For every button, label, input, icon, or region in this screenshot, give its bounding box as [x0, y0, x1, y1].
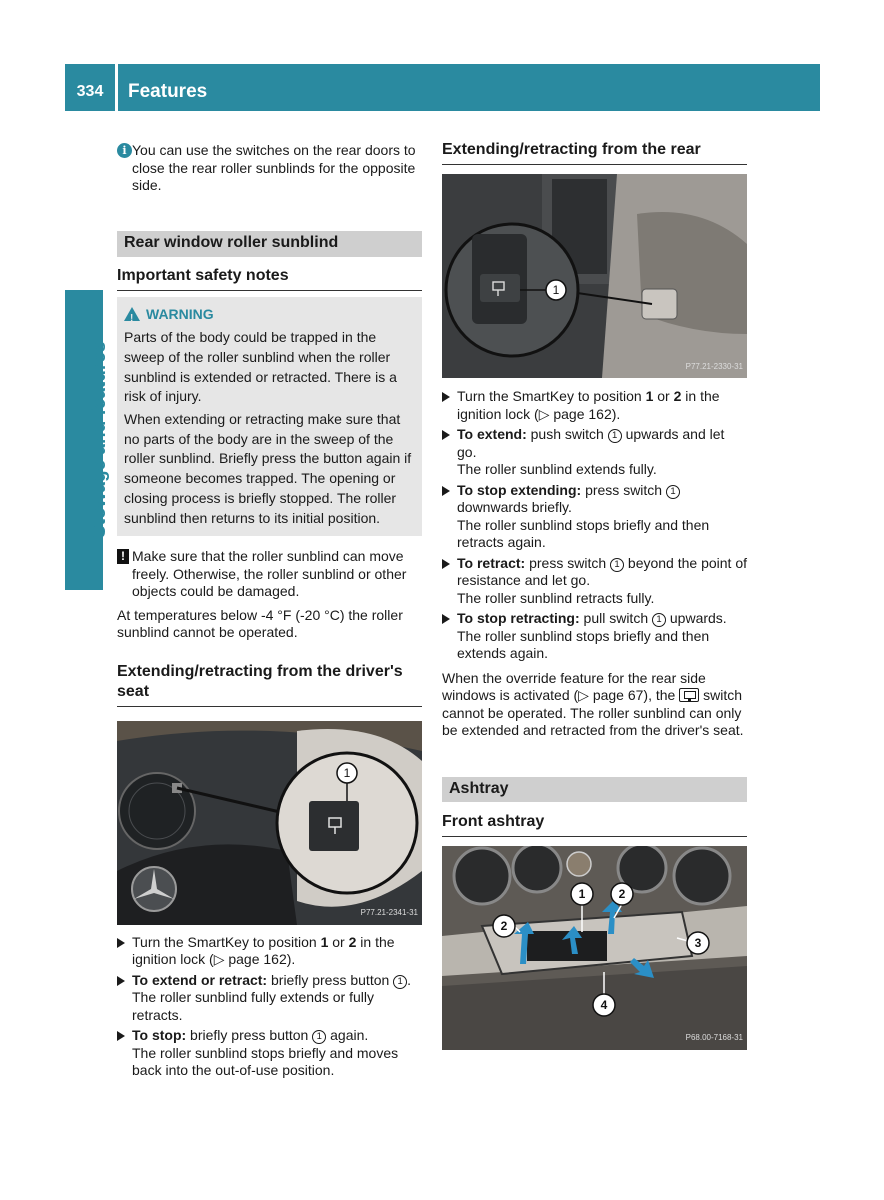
- warning-triangle-icon: [124, 307, 140, 321]
- info-note-text: You can use the switches on the rear doors to close the rear roller sunblinds for the opposite side.: [132, 142, 416, 193]
- step-text: briefly press button: [267, 971, 394, 988]
- front-ashtray-heading: Front ashtray: [442, 812, 747, 837]
- info-note: [117, 142, 422, 195]
- rear-steps: [442, 388, 747, 663]
- step-text: upwards.: [666, 610, 727, 626]
- step-text: or: [328, 933, 349, 950]
- driver-steps: [117, 934, 422, 1080]
- warning-para-2: When extending or retracting make sure that no parts of the body are in the sweep of the roller sunblind. Briefly press the button again if someone becomes trapped. The opening or closing process is briefly stopped. The roller sunblind then returns to its initial position.: [124, 411, 412, 526]
- step-text: briefly press button: [186, 1027, 313, 1044]
- step-result: The roller sunblind stops briefly and moves back into the out-of-use position.: [132, 1044, 399, 1079]
- step-bold: To extend:: [457, 426, 527, 442]
- step-arrow-icon: [117, 1031, 125, 1041]
- section-title-ashtray: Ashtray: [442, 777, 747, 802]
- step-text: upwards and let go.: [457, 426, 725, 460]
- warning-heading: [124, 305, 415, 325]
- ashtray-photo: [442, 846, 747, 1050]
- step-bold: To stop retracting:: [457, 610, 580, 626]
- step-text: press switch: [525, 554, 611, 571]
- svg-text:1: 1: [343, 765, 351, 780]
- step-result: The roller sunblind stops briefly and then retracts again.: [457, 516, 710, 550]
- step-text: beyond the point of resistance and let go.: [457, 554, 748, 588]
- temperature-note: At temperatures below -4 °F (-20 °C) the roller sunblind cannot be operated.: [117, 606, 403, 641]
- step-text: push switch: [526, 426, 608, 442]
- exclamation-icon: !: [117, 549, 129, 564]
- step-result: The roller sunblind stops briefly and then extends again.: [457, 627, 710, 661]
- step-text: or: [653, 388, 674, 404]
- override-text: When the override feature for the rear side windows is activated (▷ page 67), the: [442, 669, 706, 703]
- notice-note: [117, 548, 422, 601]
- warning-para-1: Parts of the body could be trapped in the sweep of the roller sunblind when the roller sunblind is extended or retracted. There is a risk of injury.: [124, 329, 397, 405]
- step-result: The roller sunblind fully extends or fully retracts.: [132, 989, 375, 1023]
- svg-text:1: 1: [552, 283, 560, 297]
- step-arrow-icon: [442, 614, 450, 624]
- step-text: Turn the SmartKey to position: [132, 933, 321, 950]
- step-arrow-icon: [442, 430, 450, 440]
- callout-1-icon: 1: [608, 429, 622, 443]
- step-arrow-icon: [442, 486, 450, 496]
- step-arrow-icon: [117, 976, 125, 986]
- step-text: downwards briefly.: [457, 499, 572, 515]
- center-console-illustration: [442, 846, 747, 1050]
- callout-1-icon: 1: [610, 558, 624, 572]
- list-item: [442, 388, 747, 423]
- right-column: [442, 140, 747, 1050]
- list-item: [442, 610, 747, 663]
- notice-text: Make sure that the roller sunblind can move freely. Otherwise, the roller sunblind or other objects could be damaged.: [132, 548, 407, 600]
- warning-title: WARNING: [146, 305, 214, 322]
- step-bold: 2: [673, 388, 682, 404]
- step-result: The roller sunblind extends fully.: [457, 461, 657, 477]
- photo-code: P68.00-7168-31: [685, 1033, 743, 1042]
- step-bold: 1: [645, 388, 654, 404]
- callout-2-label: 2: [618, 886, 626, 901]
- step-bold: To retract:: [457, 554, 526, 571]
- rear-switch-photo: [442, 174, 747, 378]
- callout-2-label: 2: [500, 918, 508, 933]
- list-item: [442, 426, 747, 479]
- dashboard-illustration: [117, 721, 422, 925]
- step-text: .: [407, 971, 412, 988]
- chapter-title: Features: [128, 81, 208, 102]
- rear-door-illustration: [442, 174, 747, 378]
- step-bold: 1: [320, 933, 329, 950]
- list-item: [117, 1027, 422, 1080]
- step-text: Turn the SmartKey to position: [457, 388, 646, 404]
- step-bold: To stop:: [132, 1027, 187, 1044]
- page-number: 334: [76, 83, 104, 100]
- callout-3-label: 3: [694, 935, 702, 950]
- driver-seat-heading: Extending/retracting from the driver's seat: [117, 662, 422, 707]
- photo-code: P77.21-2341-31: [360, 908, 418, 918]
- step-bold: 2: [348, 933, 357, 950]
- left-column: [117, 142, 422, 1080]
- override-note: [442, 670, 747, 740]
- callout-1-icon: 1: [393, 975, 407, 989]
- callout-1-label: 1: [578, 886, 586, 901]
- step-text: press switch: [581, 481, 666, 498]
- step-arrow-icon: [442, 392, 450, 402]
- step-bold: To extend or retract:: [132, 971, 268, 988]
- list-item: [442, 482, 747, 552]
- list-item: [117, 972, 422, 1025]
- list-item: [117, 934, 422, 969]
- step-text: pull switch: [579, 610, 652, 626]
- photo-code: P77.21-2330-31: [685, 361, 743, 371]
- sunblind-switch-icon: [679, 688, 699, 702]
- callout-4-label: 4: [600, 997, 608, 1012]
- warning-box: [117, 297, 422, 537]
- section-title-sunblind: Rear window roller sunblind: [117, 231, 422, 257]
- list-item: [442, 555, 747, 608]
- step-arrow-icon: [117, 938, 125, 948]
- header-divider: [115, 64, 118, 111]
- step-arrow-icon: [442, 559, 450, 569]
- step-text: in the ignition lock (▷ page 162).: [132, 933, 395, 968]
- safety-heading: Important safety notes: [117, 266, 422, 291]
- override-text: switch cannot be operated. The roller sunblind can only be extended and retracted from the driver's seat.: [442, 687, 744, 738]
- side-tab-label: Stowage and features: [89, 341, 110, 538]
- rear-heading: Extending/retracting from the rear: [442, 140, 747, 165]
- step-text: again.: [326, 1027, 369, 1044]
- info-icon: i: [117, 143, 132, 158]
- driver-switch-photo: [117, 721, 422, 925]
- callout-1-icon: 1: [652, 613, 666, 627]
- step-result: The roller sunblind retracts fully.: [457, 589, 655, 606]
- callout-1-icon: 1: [312, 1030, 326, 1044]
- step-text: in the ignition lock (▷ page 162).: [457, 388, 720, 422]
- callout-1-icon: 1: [666, 485, 680, 499]
- step-bold: To stop extending:: [457, 481, 582, 498]
